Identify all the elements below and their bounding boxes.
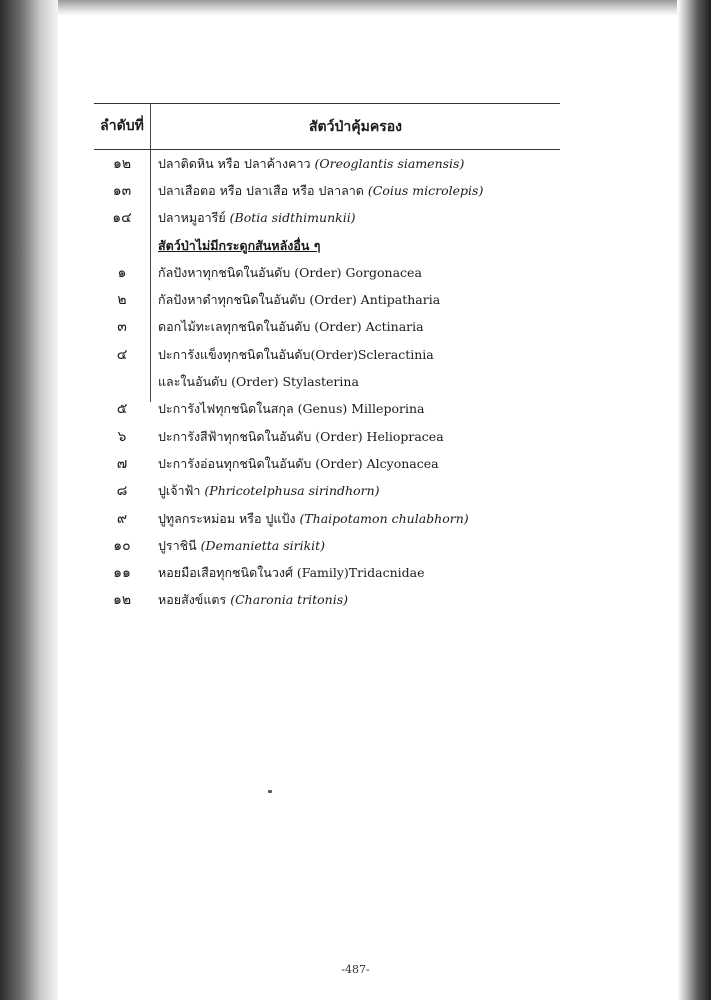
row-description xyxy=(150,317,560,337)
row-description xyxy=(150,372,560,392)
row-description xyxy=(150,536,560,556)
row-description xyxy=(150,208,560,228)
table-row xyxy=(94,396,560,423)
thai-name: ปลาเสือตอ หรือ ปลาเสือ หรือ ปลาลาด xyxy=(158,182,368,198)
scan-speck xyxy=(268,790,272,793)
header-protected-wildlife: สัตว์ป่าคุ้มครอง xyxy=(309,118,402,135)
row-description xyxy=(150,290,560,310)
thai-name: ดอกไม้ทะเลทุกชนิดในอันดับ (Order) Actinaria xyxy=(158,319,424,335)
row-number: ๑๒ xyxy=(112,155,132,172)
thai-name: หอยสังข์แตร xyxy=(158,592,231,608)
page-number: -487- xyxy=(341,963,370,976)
row-number: ๘ xyxy=(116,483,128,500)
row-description xyxy=(150,481,560,501)
table-row xyxy=(94,532,560,559)
scientific-name: (Coius microlepis) xyxy=(367,182,484,198)
row-description xyxy=(150,427,560,447)
row-number: ๕ xyxy=(116,401,128,418)
row-description xyxy=(150,345,560,365)
row-number: ๑๑ xyxy=(113,565,131,582)
row-description xyxy=(150,263,560,283)
row-number: ๑๒ xyxy=(112,592,132,609)
table-row xyxy=(94,341,560,368)
row-number: ๔ xyxy=(116,346,128,363)
protected-wildlife-table xyxy=(94,103,560,614)
table-row xyxy=(94,286,560,313)
scientific-name: (Botia sidthimunkii) xyxy=(229,210,356,226)
thai-name: ปลาหมูอารีย์ xyxy=(158,210,230,226)
table-row xyxy=(94,450,560,477)
row-number: ๖ xyxy=(117,428,127,445)
row-number: ๑ xyxy=(117,264,127,281)
row-description xyxy=(150,509,560,529)
thai-name: และในอันดับ (Order) Stylasterina xyxy=(158,374,359,390)
row-description xyxy=(150,590,560,610)
thai-name: ปะการังสีฟ้าทุกชนิดในอันดับ (Order) Heliopracea xyxy=(158,428,444,444)
row-number: ๑๓ xyxy=(112,182,132,199)
row-number: ๗ xyxy=(116,455,128,472)
section-heading: สัตว์ป่าไม่มีกระดูกสันหลังอื่น ๆ xyxy=(158,237,321,253)
table-body xyxy=(94,150,560,614)
thai-name: ปูราชินี xyxy=(158,537,201,553)
row-description xyxy=(150,181,560,201)
table-row xyxy=(94,232,560,259)
scan-binding-shadow xyxy=(0,0,58,1000)
row-description xyxy=(150,399,560,419)
thai-name: ปูเจ้าฟ้า xyxy=(158,483,205,499)
table-row xyxy=(94,205,560,232)
table-row xyxy=(94,559,560,586)
table-row xyxy=(94,314,560,341)
column-divider xyxy=(150,150,151,402)
scientific-name: (Thaipotamon chulabhorn) xyxy=(299,510,469,526)
scientific-name: (Phricotelphusa sirindhorn) xyxy=(204,483,380,499)
row-number: ๓ xyxy=(117,319,127,336)
row-number: ๑๐ xyxy=(113,537,131,554)
table-row xyxy=(94,478,560,505)
header-order-number: ลำดับที่ xyxy=(94,104,151,149)
thai-name: กัลปังหาดำทุกชนิดในอันดับ (Order) Antipatharia xyxy=(158,292,441,308)
thai-name: หอยมือเสือทุกชนิดในวงศ์ (Family)Tridacnidae xyxy=(158,565,425,581)
scan-right-edge xyxy=(677,0,711,1000)
row-number: ๑๔ xyxy=(112,210,132,227)
row-number: ๒ xyxy=(117,292,127,309)
table-row xyxy=(94,259,560,286)
scan-top-edge xyxy=(0,0,711,16)
table-row xyxy=(94,177,560,204)
row-description xyxy=(150,154,560,174)
table-header xyxy=(94,104,560,149)
thai-name: ปะการังไฟทุกชนิดในสกุล (Genus) Milleporina xyxy=(158,401,425,417)
thai-name: ปูทูลกระหม่อม หรือ ปูแป้ง xyxy=(158,510,300,526)
scientific-name: (Charonia tritonis) xyxy=(230,592,349,608)
table-row xyxy=(94,368,560,395)
table-row xyxy=(94,150,560,177)
scientific-name: (Oreoglantis siamensis) xyxy=(314,155,465,171)
table-row xyxy=(94,505,560,532)
thai-name: กัลปังหาทุกชนิดในอันดับ (Order) Gorgonacea xyxy=(158,264,422,280)
row-number: ๙ xyxy=(116,510,128,527)
row-description xyxy=(150,563,560,583)
thai-name: ปลาติดหิน หรือ ปลาค้างคาว xyxy=(158,155,315,171)
thai-name: ปะการังแข็งทุกชนิดในอันดับ(Order)Scleractinia xyxy=(158,346,434,362)
row-description xyxy=(150,454,560,474)
thai-name: ปะการังอ่อนทุกชนิดในอันดับ (Order) Alcyonacea xyxy=(158,455,439,471)
table-row xyxy=(94,423,560,450)
scientific-name: (Demanietta sirikit) xyxy=(200,537,326,553)
row-description xyxy=(150,236,560,256)
table-row xyxy=(94,587,560,614)
